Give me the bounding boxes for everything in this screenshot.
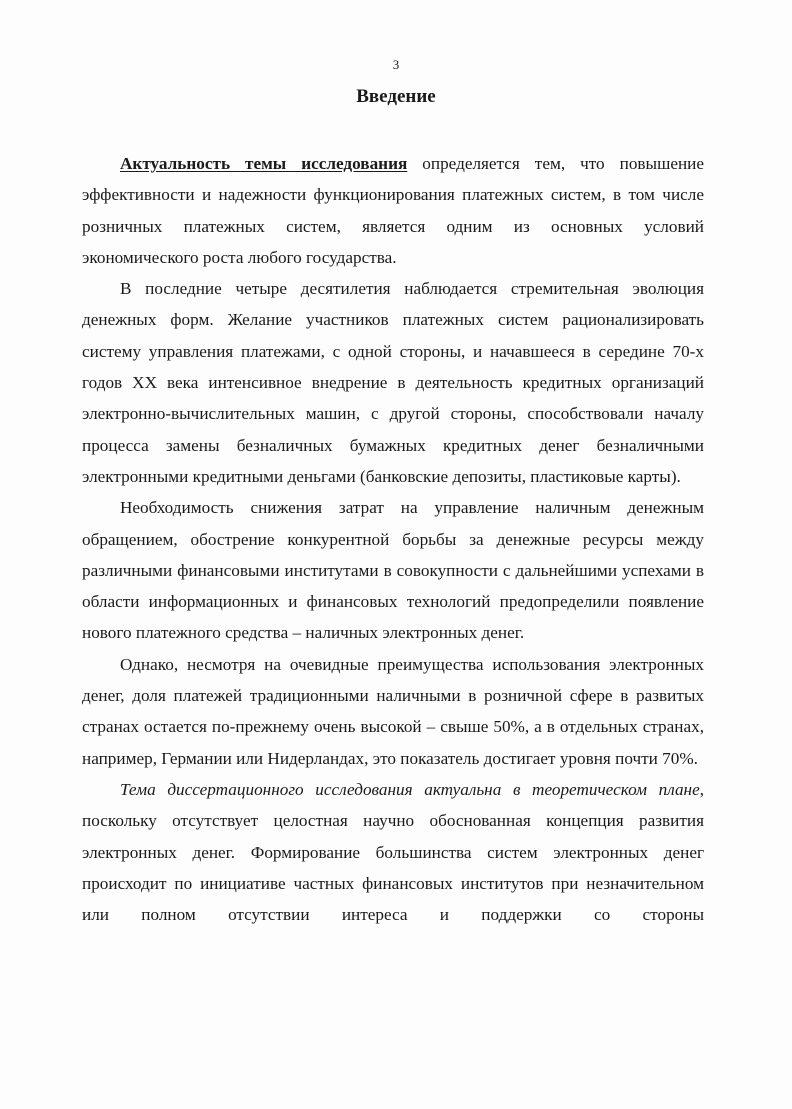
paragraph-relevance <box>82 148 704 273</box>
paragraph-however: Однако, несмотря на очевидные преимущества использования электронных денег, доля платежей традиционными наличными в розничной сфере в развитых странах остается по-прежнему очень высокой – свыше 50%, а в отдельных странах, например, Германии или Нидерландах, это показатель достигает уровня почти 70%. <box>82 654 704 768</box>
paragraph-theory <box>82 774 704 930</box>
page-number: 3 <box>392 57 400 72</box>
page-title: Введение <box>356 86 436 107</box>
paragraph-relevance-text: определяется тем, что повышение эффективности и надежности функционирования платежных систем, в том числе розничных платежных систем, является одним из основных условий экономического роста любого государства. <box>82 154 704 267</box>
body-text <box>82 148 704 930</box>
paragraph-evolution: В последние четыре десятилетия наблюдается стремительная эволюция денежных форм. Желание участников платежных систем рационализировать систему управления платежами, с одной стороны, и начавшееся в середине 70-х годов XX века интенсивное внедрение в деятельность кредитных организаций электронно-вычислительных машин, с другой стороны, способствовали началу процесса замены безналичных бумажных кредитных денег безналичными электронными кредитными деньгами (банковские депозиты, пластиковые карты). <box>82 279 704 486</box>
paragraph-theory-lead: Тема диссертационного исследования актуальна в теоретическом плане <box>120 779 700 799</box>
paragraph-necessity: Необходимость снижения затрат на управление наличным денежным обращением, обострение конкурентной борьбы за денежные ресурсы между различными финансовыми институтами в совокупности с дальнейшими успехами в области информационных и финансовых технологий предопределили появление нового платежного средства – наличных электронных денег. <box>82 498 704 643</box>
paragraph-relevance-lead: Актуальность темы исследования <box>120 154 408 173</box>
paragraph-theory-text: , поскольку отсутствует целостная научно обоснованная концепция развития электронных денег. Формирование большинства систем электронных денег происходит по инициативе частных финансовых институтов при незначительном или полном отсутствии интереса и поддержки со стороны <box>82 779 704 925</box>
